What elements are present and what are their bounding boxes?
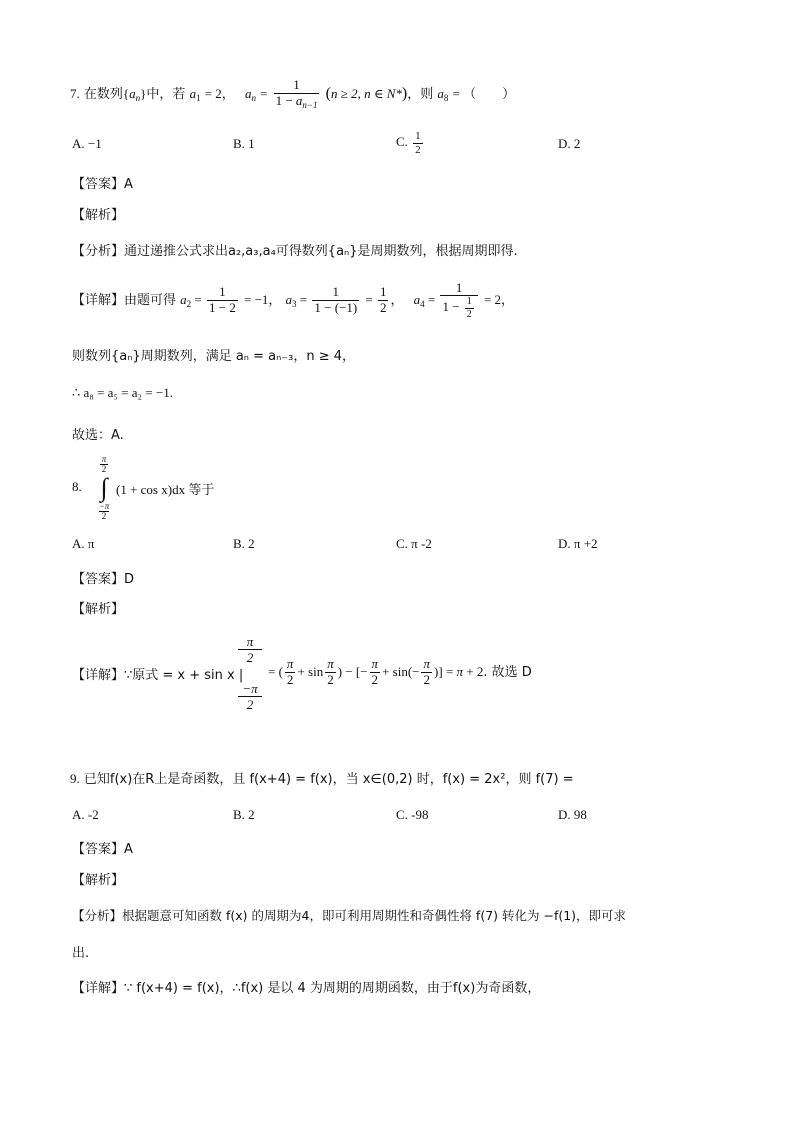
q8-integral-sign: π 2 ∫ −π 2 (98, 454, 110, 521)
q7-fenxi: 【分析】通过递推公式求出a₂,a₃,a₄可得数列{aₙ}是周期数列，根据周期即得. (72, 244, 518, 259)
q9-stem-text: 已知f(x)在R上是奇函数，且 f(x+4) = f(x)，当 x∈(0,2) 时，f(x) = 2x²，则 f(7) = (83, 772, 574, 787)
q7-a1-value: = 2， (204, 86, 235, 101)
q7-detail-label: 【详解】由题可得 (72, 293, 177, 308)
q7-ask: = （ ） (452, 86, 516, 101)
q9-fenxi-line2: 出. (72, 946, 90, 961)
q9-number: 9. (70, 771, 80, 786)
q7-option-a: A. −1 (72, 136, 102, 151)
q7-condition: n ≥ 2, n ∈ N* (330, 86, 402, 101)
q9-option-b: B. 2 (233, 807, 255, 822)
q7-recurrence-fraction: $\frac{1}{1 - a_{n-1}}$ (275, 77, 318, 111)
q9-option-a: A. -2 (72, 807, 99, 822)
q7-choose: 故选：A. (72, 428, 124, 443)
q8-eval-limits: π 2 −π 2 (238, 634, 262, 712)
q7-periodic: 则数列{aₙ}周期数列，满足 aₙ = aₙ₋₃，n ≥ 4， (72, 349, 356, 364)
q8-answer: 【答案】D (72, 572, 135, 587)
q9-answer: 【答案】A (72, 842, 133, 857)
q8-option-a: A. π (72, 536, 95, 551)
q9-option-c: C. -98 (396, 807, 429, 822)
q8-option-d: D. π +2 (558, 536, 598, 551)
q7-stem: 7. 在数列$\{a_n\}$中，若 $a_1 = 2$， $a_n$ = $\frac{1}{1 - a_{n-1}}$ (n ≥ 2, n ∈ N*)，则 $a_8$ = （ ） (70, 77, 516, 111)
q8-option-b: B. 2 (233, 536, 255, 551)
q9-fenxi-line1: 【分析】根据题意可知函数 f(x) 的周期为4，即可利用周期性和奇偶性将 f(7) 转化为 −f(1)，即可求 (72, 908, 627, 923)
q7-number: 7. (70, 86, 80, 101)
q7-detail: 【详解】由题可得 $a_2$ = $\frac{1}{1 - 2}$ = −1， $a_3$ = $\frac{1}{1 - (-1)}$ = $\frac{1}{2}$ ， $a_4$ = 1 1 − $\frac{1}{2}$ = 2， (72, 279, 515, 320)
q7-option-b: B. 1 (233, 136, 255, 151)
q7-therefore: ∴ a₈ = a₅ = a₂ = −1. (72, 385, 174, 400)
q8-analysis-label: 【解析】 (72, 602, 125, 617)
q9-analysis-label: 【解析】 (72, 873, 125, 888)
q7-stem-text-a: 在数列 (83, 87, 123, 102)
q7-option-c: C. $\frac{1}{2}$ (396, 130, 421, 156)
q8-number: 8. (72, 479, 82, 494)
q8-integrand: (1 + cos x)dx 等于 (116, 482, 215, 497)
q9-stem (70, 768, 574, 787)
q7-analysis-label: 【解析】 (72, 208, 125, 223)
q7-answer: 【答案】A (72, 177, 133, 192)
q8-option-c: C. π -2 (396, 536, 432, 551)
q7-option-d: D. 2 (558, 136, 581, 151)
q9-detail: 【详解】∵ f(x+4) = f(x)，∴f(x) 是以 4 为周期的周期函数，由于f(x)为奇函数， (72, 981, 541, 996)
q7-stem-text-b: 中，若 (146, 87, 186, 102)
q9-option-d: D. 98 (558, 807, 587, 822)
q8-eval-expression: = ( $\frac{\pi}{2}$ + sin $\frac{\pi}{2}$ ) − [− $\frac{\pi}{2}$ + sin(− $\frac{\pi}{2}$ )] = π + 2. 故选 D (268, 656, 532, 687)
